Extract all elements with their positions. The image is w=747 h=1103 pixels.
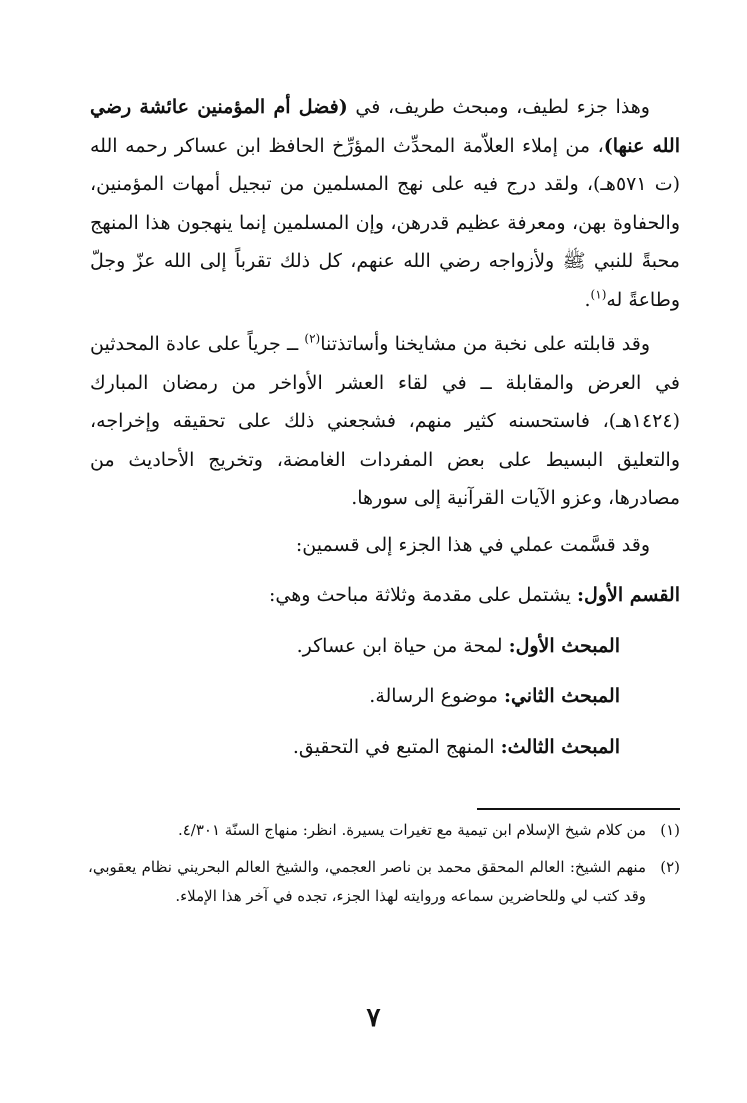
topic-label: المبحث الأول: xyxy=(508,634,620,657)
footnote-ref-1[interactable]: (١) xyxy=(590,287,607,302)
section-one-text: يشتمل على مقدمة وثلاثة مباحث وهي: xyxy=(269,584,577,606)
intro-text-b: ، من إملاء العلاّمة المحدِّث المؤرِّخ الحافظ ابن عساكر رحمه الله (ت ٥٧١هـ)، ولقد درج فيه على نهج المسلمين من تبجيل أمهات المؤمنين، والحفاوة بهن، ومعرفة عظيم قدرهن، وإن المسلمين إنما ينهجون هذا المنهج محبةً للنبي ﷺ ولأزواجه رضي الله عنهم، كل ذلك تقرباً إلى الله عزّ وجلّ وطاعةً له xyxy=(90,134,681,311)
topic-item xyxy=(90,627,680,666)
topic-text: موضوع الرسالة. xyxy=(369,685,504,707)
section-one-label: القسم الأول: xyxy=(577,584,680,606)
footnotes xyxy=(88,816,680,911)
book-title: (فضل أم المؤمنين عائشة رضي الله عنها) xyxy=(90,96,680,157)
footnote-text: من كلام شيخ الإسلام ابن تيمية مع تغيرات يسيرة. انظر: منهاج السنّة ٤/٣٠١. xyxy=(177,821,646,839)
footnote-number: (١) xyxy=(660,821,680,839)
section-one xyxy=(90,576,680,615)
footnote-separator xyxy=(477,808,680,810)
topic-item xyxy=(90,728,680,767)
intro-text-a: وهذا جزء لطيف، ومبحث طريف، في xyxy=(347,96,650,118)
paragraph-collation xyxy=(90,325,680,518)
footnote-ref-2[interactable]: (٢) xyxy=(304,331,321,346)
footnote-2 xyxy=(88,853,680,911)
topic-label: المبحث الثاني: xyxy=(503,685,620,707)
work-plan xyxy=(90,526,680,767)
intro-text-c: . xyxy=(584,288,591,311)
main-text xyxy=(90,88,680,766)
topic-text: المنهج المتبع في التحقيق. xyxy=(292,735,501,758)
footnote-number: (٢) xyxy=(660,858,680,876)
collation-text-a: وقد قابلته على نخبة من مشايخنا وأساتذتنا xyxy=(320,333,650,355)
footnote-text: منهم الشيخ: العالم المحقق محمد بن ناصر العجمي، والشيخ العالم البحريني نظام يعقوبي، وقد كتب لي وللحاضرين سماعه وروايته لهذا الجزء، تجده في آخر هذا الإملاء. xyxy=(88,858,646,905)
collation-text-b: ــ جرياً على عادة المحدثين في العرض والمقابلة ــ في لقاء العشر الأواخر من رمضان المبارك (١٤٢٤هـ)، فاستحسنه كثير منهم، فشجعني ذلك على تحقيقه وإخراجه، والتعليق البسيط على بعض المفردات الغامضة، وتخريج الأحاديث من مصادرها، وعزو الآيات القرآنية إلى سورها. xyxy=(90,333,680,509)
plan-intro: وقد قسَّمت عملي في هذا الجزء إلى قسمين: xyxy=(295,533,650,556)
topic-label: المبحث الثالث: xyxy=(500,735,620,758)
topic-item xyxy=(90,677,680,716)
paragraph-intro xyxy=(90,88,680,319)
topic-text: لمحة من حياة ابن عساكر. xyxy=(296,634,509,657)
footnote-1 xyxy=(88,816,680,845)
page-number: ٧ xyxy=(366,1003,381,1033)
